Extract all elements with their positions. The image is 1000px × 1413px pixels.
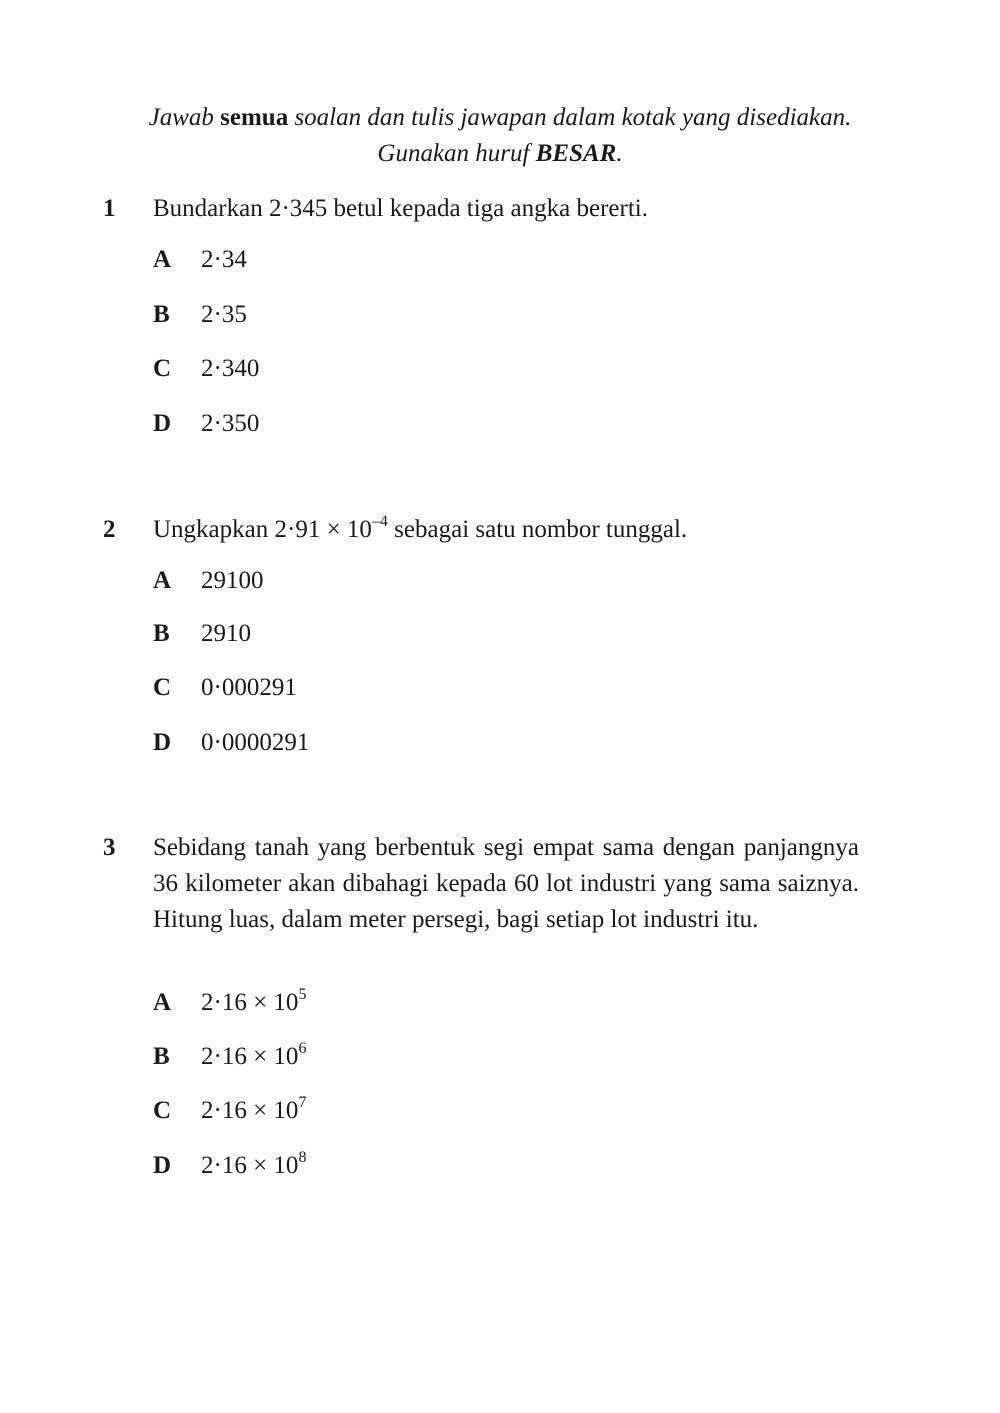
option-letter: B: [153, 620, 170, 647]
option-exponent: 5: [298, 985, 307, 1003]
option-value: 2·35: [201, 301, 247, 328]
option-letter: B: [153, 1043, 170, 1070]
option-b[interactable]: [153, 1039, 306, 1075]
option-letter: C: [153, 674, 172, 701]
option-base: 2·16 × 10: [201, 1097, 299, 1124]
option-letter: A: [153, 989, 172, 1016]
option-base: 2·16 × 10: [201, 989, 299, 1016]
instruction-gunakan: Gunakan huruf: [377, 140, 530, 167]
instruction-line-2: [0, 136, 1000, 172]
option-a[interactable]: [153, 242, 247, 278]
instruction-jawab: Jawab: [148, 104, 214, 131]
question-number: 3: [103, 834, 116, 861]
option-letter: D: [153, 729, 172, 756]
option-letter: A: [153, 567, 172, 594]
instruction-rest: soalan dan tulis jawapan dalam kotak yang disediakan.: [294, 104, 852, 131]
option-c[interactable]: [153, 670, 297, 706]
question-text-before: Ungkapkan 2·91 × 10: [153, 516, 372, 543]
option-d[interactable]: [153, 406, 259, 442]
question-text: Sebidang tanah yang berbentuk segi empat sama dengan panjangnya 36 kilometer akan dibahagi kepada 60 lot industri yang sama saiznya. Hitung luas, dalam meter persegi, bagi setiap lot industri itu.: [153, 834, 859, 933]
option-value: 2·340: [201, 355, 260, 382]
option-c[interactable]: [153, 351, 259, 387]
instruction-line-1: [0, 100, 1000, 136]
question-number: 2: [103, 516, 116, 543]
instruction-semua: semua: [220, 104, 289, 131]
option-letter: D: [153, 410, 172, 437]
option-exponent: 6: [298, 1039, 307, 1057]
question-number: 1: [103, 195, 116, 222]
option-base: 2·16 × 10: [201, 1043, 299, 1070]
question-text: Bundarkan 2·345 betul kepada tiga angka bererti.: [153, 195, 648, 222]
option-b[interactable]: [153, 297, 247, 333]
option-value: 0·0000291: [201, 729, 310, 756]
option-value: 2·34: [201, 246, 247, 273]
option-exponent: 7: [298, 1093, 307, 1111]
option-letter: A: [153, 246, 172, 273]
option-exponent: 8: [298, 1148, 307, 1166]
option-c[interactable]: [153, 1093, 306, 1129]
instructions: [0, 100, 1000, 172]
instruction-besar: BESAR: [535, 140, 617, 167]
instruction-period: .: [616, 140, 623, 167]
option-base: 2·16 × 10: [201, 1152, 299, 1179]
option-a[interactable]: [153, 985, 306, 1021]
option-letter: B: [153, 301, 170, 328]
option-value: 0·000291: [201, 674, 297, 701]
option-value: 2·350: [201, 410, 260, 437]
question-text: [153, 512, 859, 548]
option-d[interactable]: [153, 1148, 306, 1184]
option-value: 29100: [201, 567, 264, 594]
option-d[interactable]: [153, 725, 309, 761]
option-b[interactable]: [153, 616, 251, 652]
option-letter: C: [153, 1097, 172, 1124]
question-text-after: sebagai satu nombor tunggal.: [394, 516, 688, 543]
option-letter: C: [153, 355, 172, 382]
option-a[interactable]: [153, 563, 264, 599]
option-value: 2910: [201, 620, 251, 647]
question-exponent: –4: [371, 512, 388, 530]
option-letter: D: [153, 1152, 172, 1179]
